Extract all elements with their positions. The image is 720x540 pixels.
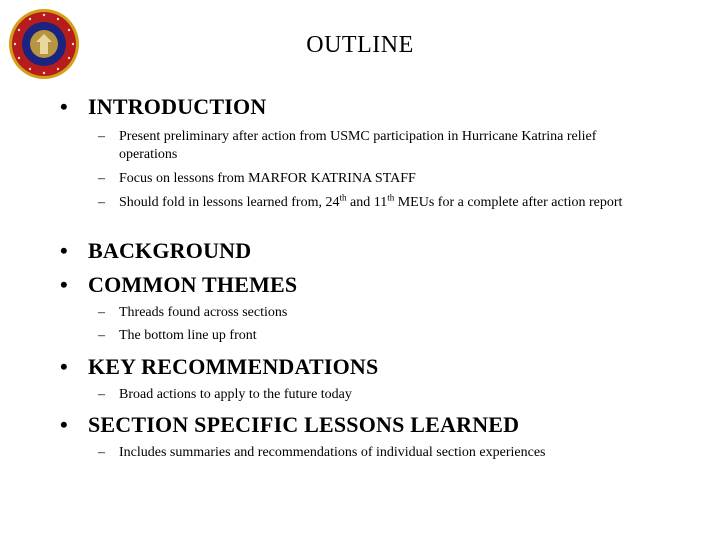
- dash-icon: –: [98, 195, 105, 210]
- dash-icon: –: [98, 387, 105, 402]
- section-key-recommendations: [60, 354, 378, 380]
- list-item-text: Should fold in lessons learned from, 24th and 11th MEUs for a complete after action report: [119, 192, 623, 210]
- list-item: [98, 128, 658, 164]
- section-background: [60, 238, 251, 264]
- section-common-themes: [60, 272, 297, 298]
- list-item: [98, 170, 658, 188]
- list-item: [98, 444, 658, 462]
- list-item-text: Focus on lessons from MARFOR KATRINA STAFF: [119, 171, 416, 186]
- section-heading: KEY RECOMMENDATIONS: [88, 354, 379, 379]
- slide-title: OUTLINE: [306, 32, 414, 58]
- list-item: [98, 304, 658, 322]
- list-item-text: Broad actions to apply to the future today: [119, 387, 352, 402]
- list-item-text: The bottom line up front: [119, 328, 257, 343]
- section-heading: BACKGROUND: [88, 238, 252, 263]
- list-item: [98, 327, 658, 345]
- dash-icon: –: [98, 328, 105, 343]
- bullet-icon: •: [60, 94, 68, 119]
- list-item-text: Threads found across sections: [119, 305, 288, 320]
- list-item-text: Present preliminary after action from USMC participation in Hurricane Katrina relief operations: [119, 129, 597, 162]
- dash-icon: –: [98, 171, 105, 186]
- section-heading: SECTION SPECIFIC LESSONS LEARNED: [88, 412, 520, 437]
- bullet-icon: •: [60, 272, 68, 297]
- section-introduction: [60, 94, 266, 120]
- bullet-icon: •: [60, 238, 68, 263]
- section-heading: COMMON THEMES: [88, 272, 298, 297]
- list-item: [98, 386, 658, 404]
- list-item: [98, 194, 658, 212]
- section-specific-lessons: [60, 412, 519, 438]
- dash-icon: –: [98, 129, 105, 144]
- list-item-text: Includes summaries and recommendations of individual section experiences: [119, 445, 546, 460]
- bullet-icon: •: [60, 354, 68, 379]
- bullet-icon: •: [60, 412, 68, 437]
- section-heading: INTRODUCTION: [88, 94, 267, 119]
- dash-icon: –: [98, 445, 105, 460]
- dash-icon: –: [98, 305, 105, 320]
